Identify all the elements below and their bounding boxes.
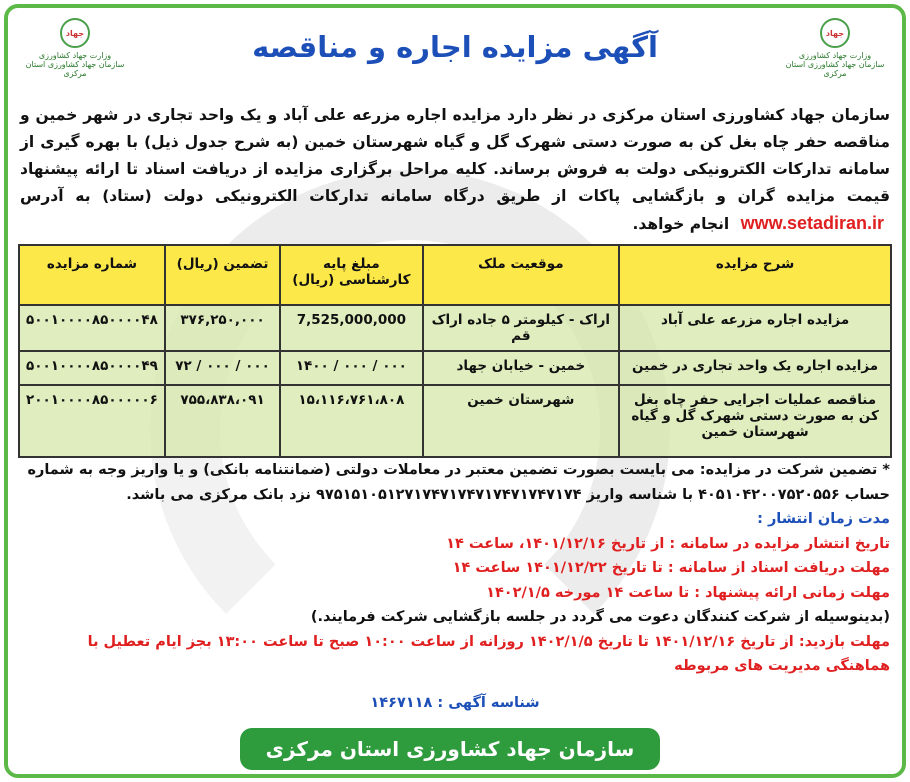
ad-title: آگهی مزایده اجاره و مناقصه <box>252 30 658 64</box>
cell-guarantee: ۰۰۰ / ۰۰۰ / ۷۲ <box>165 351 280 385</box>
organization-banner: سازمان جهاد کشاورزی استان مرکزی <box>240 728 660 770</box>
auction-table <box>18 244 892 458</box>
table-row <box>19 385 891 457</box>
cell-location: شهرستان خمین <box>423 385 620 457</box>
col-description: شرح مزایده <box>619 245 891 305</box>
jahad-seal-icon: جهاد <box>60 18 90 48</box>
cell-auction-number: ۲۰۰۱۰۰۰۰۸۵۰۰۰۰۰۶ <box>19 385 165 457</box>
intro-paragraph <box>18 102 892 238</box>
visit-deadline: مهلت بازدید: از تاریخ ۱۴۰۱/۱۲/۱۶ تا تاریخ ۱۴۰۲/۱/۵ روزانه از ساعت ۱۰:۰۰ صبح تا ساعت ۱۳:۰۰ بجز ایام تعطیل با هماهنگی مدیریت های مربوطه <box>87 633 890 674</box>
jahad-seal-icon: جهاد <box>820 18 850 48</box>
notes-section <box>18 458 892 715</box>
invitation-note: (بدینوسیله از شرکت کنندگان دعوت می گردد در جلسه بازگشایی شرکت فرمایند.) <box>310 609 890 625</box>
col-base-price: مبلغ پایه کارشناسی (ریال) <box>280 245 422 305</box>
publish-date: تاریخ انتشار مزایده در سامانه : از تاریخ ۱۴۰۱/۱۲/۱۶، ساعت ۱۴ <box>446 535 890 552</box>
logo-line2: سازمان جهاد کشاورزی استان مرکزی <box>785 60 885 78</box>
logo-line1: وزارت جهاد کشاورزی <box>798 51 872 60</box>
col-location: موقعیت ملک <box>423 245 620 305</box>
cell-description: مناقصه عملیات اجرایی حفر چاه بغل کن به صورت دستی شهرک گل و گیاه شهرستان خمین <box>619 385 891 457</box>
cell-location: خمین - خیابان جهاد <box>423 351 620 385</box>
cell-description: مزایده اجاره یک واحد تجاری در خمین <box>619 351 891 385</box>
cell-base-price: 7,525,000,000 <box>280 305 422 351</box>
cell-base-price: ۰۰۰ / ۰۰۰ / ۱۴۰۰ <box>280 351 422 385</box>
period-label: مدت زمان انتشار : <box>757 511 890 527</box>
logo-line2: سازمان جهاد کشاورزی استان مرکزی <box>25 60 125 78</box>
col-auction-number: شماره مزایده <box>19 245 165 305</box>
intro-text: سازمان جهاد کشاورزی استان مرکزی در نظر دارد مزایده اجاره مزرعه علی آباد و یک واحد تجاری در شهر خمین و مناقصه حفر چاه بغل کن به صورت دستی شهرک گل و گیاه شهرستان خمین (به شرح جدول ذیل) با بهره گیری از سامانه تدارکات الکترونیکی دولت به فروش برساند. کلیه مراحل برگزاری مزایده از دریافت اسناد تا ارائه پیشنهاد قیمت مزایده گران و بازگشایی پاکات از طریق درگاه سامانه تدارکات الکترونیکی دولت (ستاد) به آدرس <box>20 106 890 205</box>
table-header-row <box>19 245 891 305</box>
table-row <box>19 351 891 385</box>
docs-deadline: مهلت دریافت اسناد از سامانه : تا تاریخ ۱۴۰۱/۱۲/۲۲ ساعت ۱۴ <box>452 560 890 576</box>
ad-id: شناسه آگهی : ۱۴۶۷۱۱۸ <box>370 694 540 711</box>
col-guarantee: تضمین (ریال) <box>165 245 280 305</box>
setadiran-link[interactable]: www.setadiran.ir <box>740 213 884 233</box>
cell-auction-number: ۵۰۰۱۰۰۰۰۸۵۰۰۰۰۴۸ <box>19 305 165 351</box>
cell-guarantee: ۷۵۵،۸۳۸،۰۹۱ <box>165 385 280 457</box>
intro-end: انجام خواهد. <box>632 215 730 233</box>
logo-line1: وزارت جهاد کشاورزی <box>38 51 112 60</box>
cell-auction-number: ۵۰۰۱۰۰۰۰۸۵۰۰۰۰۴۹ <box>19 351 165 385</box>
table-row <box>19 305 891 351</box>
cell-guarantee: ۳۷۶,۲۵۰,۰۰۰ <box>165 305 280 351</box>
guarantee-note: * تضمین شرکت در مزایده: می بایست بصورت تضمین معتبر در معاملات دولتی (ضمانتنامه بانکی) و یا واریز وجه به شماره حساب ۴۰۵۱۰۴۲۰۰۷۵۲۰۵۵۶ با شناسه واریز ۹۷۵۱۵۱۰۵۱۲۷۱۷۴۷۱۷۴۷۱۷۴۷۱۷۴۷۱۷۴ نزد بانک مرکزی می باشد. <box>27 462 890 503</box>
offer-deadline: مهلت زمانی ارائه پیشنهاد : تا ساعت ۱۴ مورخه ۱۴۰۲/۱/۵ <box>486 584 890 601</box>
cell-base-price: ۱۵،۱۱۶،۷۶۱،۸۰۸ <box>280 385 422 457</box>
ad-body <box>18 102 892 715</box>
cell-location: اراک - کیلومتر ۵ جاده اراک قم <box>423 305 620 351</box>
cell-description: مزایده اجاره مزرعه علی آباد <box>619 305 891 351</box>
